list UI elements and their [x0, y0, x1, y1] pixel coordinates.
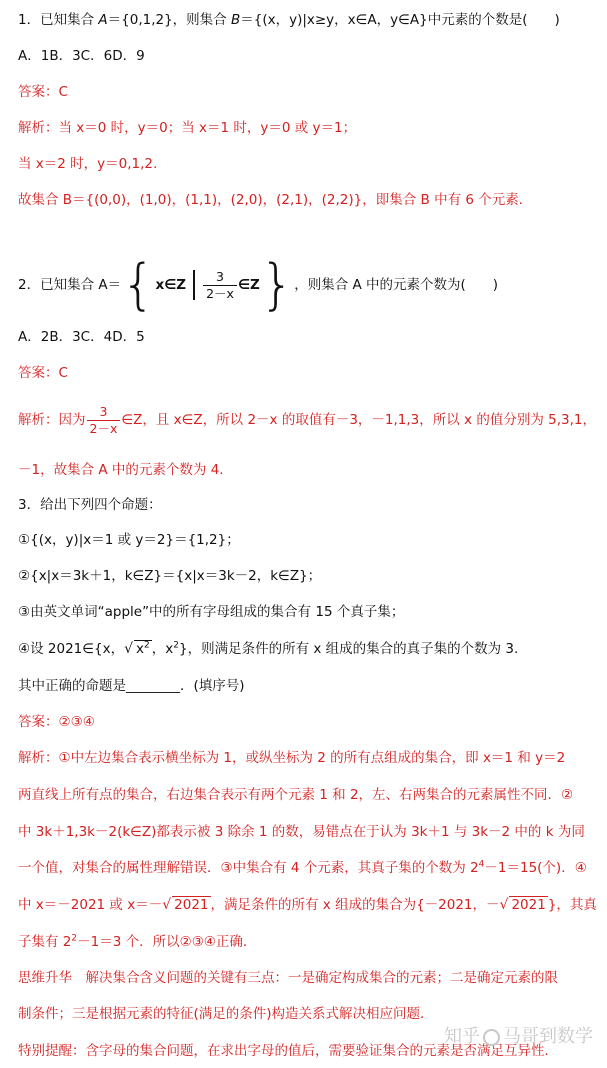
q3-tip: 特别提醒：含字母的集合问题，在求出字母的值后，需要验证集合的元素是否满足互异性．	[18, 1043, 558, 1059]
q3-analysis-1: 解析：①中左边集合表示横坐标为 1，或纵坐标为 2 的所有点组成的集合，即 x＝1 和 y＝2	[18, 750, 566, 766]
q3-a4-exp: 4	[478, 859, 485, 870]
q3-a5-suffix: }，其真	[547, 897, 597, 913]
q3-a6-prefix: 子集有 2	[18, 934, 72, 950]
q3-proposition-1: ①{(x，y)|x＝1 或 y＝2}＝{1,2}；	[18, 532, 240, 548]
watermark	[444, 1022, 593, 1048]
q1-answer: 答案：C	[18, 84, 68, 100]
q1-stem-prefix: 1．已知集合	[18, 12, 95, 28]
watermark-site: 知乎	[444, 1026, 480, 1047]
watermark-author: 马哥到数学	[503, 1026, 593, 1047]
q1-stem-body: ＝{(x，y)|x≥y，x∈A，y∈A}中元素的个数是( )	[240, 12, 560, 28]
q3-p4-prefix: ④设 2021∈{x，	[18, 641, 125, 657]
q2-fraction	[203, 269, 237, 302]
q2-analysis-fraction	[87, 404, 121, 437]
set-bar	[193, 270, 195, 300]
q2-stem-suffix: ，则集合 A 中的元素个数为( )	[294, 277, 499, 293]
q3-a6-suffix: －1＝3 个．所以②③④正确．	[77, 934, 257, 950]
q1-eq-a: ＝{0,1,2}，则集合	[107, 12, 227, 28]
q3-a5-prefix: 中 x＝－2021 或 x＝－	[18, 897, 163, 913]
q2-analysis-den: 2－x	[89, 420, 118, 436]
q2-analysis-mid: ∈Z，且 x∈Z，所以 2－x 的取值有－3，－1,1,3，所以 x 的值分别为 5,3,1，	[121, 412, 596, 428]
q3-proposition-3: ③由英文单词“apple”中的所有字母组成的集合有 15 个真子集；	[18, 604, 405, 620]
q3-proposition-2: ②{x|x＝3k＋1，k∈Z}＝{x|x＝3k－2，k∈Z}；	[18, 568, 322, 584]
q2-analysis	[18, 403, 599, 437]
q2-options: A．2B．3C．4D．5	[18, 329, 145, 345]
sqrt-icon: √	[124, 641, 134, 657]
q1-analysis-2: 当 x＝2 时，y＝0,1,2.	[18, 156, 158, 172]
q1-analysis-3: 故集合 B＝{(0,0)，(1,0)，(1,1)，(2,0)，(2,1)，(2,2)}，即集合 B 中有 6 个元素．	[18, 192, 533, 208]
sqrt-icon: √	[499, 897, 509, 913]
q2-analysis-prefix: 解析：因为	[18, 412, 86, 428]
q3-analysis-4	[18, 858, 599, 878]
q3-p4-suffix: }，则满足条件的所有 x 组成的集合的真子集的个数为 3.	[178, 641, 519, 657]
q2-stem	[18, 253, 599, 316]
q3-p4-mid: ，x	[151, 641, 174, 657]
q3-p4-exp: 2	[173, 640, 179, 651]
q3-analysis-6	[18, 932, 599, 952]
q3-a5-mid: ，满足条件的所有 x 组成的集合为{－2021，－	[210, 897, 500, 913]
q3-analysis-5	[18, 895, 599, 915]
right-brace-icon: }	[259, 253, 295, 316]
q3-fill: 其中正确的命题是________．(填序号)	[18, 678, 245, 694]
q3-think-1: 思维升华 解决集合含义问题的关键有三点：一是确定构成集合的元素；二是确定元素的限	[18, 970, 558, 986]
q1-options: A．1B．3C．6D．9	[18, 48, 145, 64]
q1-analysis-1: 解析：当 x＝0 时，y＝0；当 x＝1 时，y＝0 或 y＝1；	[18, 120, 357, 136]
left-brace-icon: {	[121, 253, 156, 316]
q3-a4-prefix: 一个值，对集合的属性理解错误．③中集合有 4 个元素，其真子集的个数为 2	[18, 860, 479, 876]
q1-set-a: A	[98, 12, 108, 28]
q3-a4-suffix: －1＝15(个)．④	[484, 860, 587, 876]
q1-stem	[18, 10, 599, 30]
q2-frac-in: ∈Z	[237, 277, 260, 293]
q3-proposition-4	[18, 639, 599, 659]
q3-p4-sqrt-exp: 2	[144, 640, 150, 651]
q3-think-2: 制条件；三是根据元素的特征(满足的条件)构造关系式解决相应问题．	[18, 1006, 434, 1022]
q3-p4-sqrt	[134, 640, 152, 657]
q2-frac-den: 2－x	[206, 285, 234, 301]
q2-analysis-line2: －1，故集合 A 中的元素个数为 4.	[18, 462, 224, 478]
q2-set-var: x∈Z	[155, 277, 187, 293]
q3-answer: 答案：②③④	[18, 714, 95, 730]
avatar-icon	[483, 1029, 500, 1046]
q2-analysis-num: 3	[87, 404, 121, 421]
q3-a5-sqrt1: 2021	[174, 897, 209, 913]
q2-answer: 答案：C	[18, 365, 68, 381]
q2-stem-prefix: 2．已知集合 A＝	[18, 277, 122, 293]
q3-stem: 3．给出下列四个命题：	[18, 497, 162, 513]
q3-analysis-2: 两直线上所有点的集合，右边集合表示有两个元素 1 和 2，左、右两集合的元素属性不同．②	[18, 787, 574, 803]
q3-a5-sqrt2: 2021	[511, 897, 546, 913]
q3-analysis-3: 中 3k＋1,3k－2(k∈Z)都表示被 3 除余 1 的数，易错点在于认为 3k＋1 与 3k－2 中的 k 为同	[18, 824, 585, 840]
q3-p4-sqrt-base: x	[136, 641, 145, 657]
q1-set-b: B	[230, 12, 241, 28]
q2-frac-num: 3	[203, 269, 237, 286]
q3-a6-exp: 2	[71, 933, 78, 944]
sqrt-icon: √	[162, 897, 172, 913]
